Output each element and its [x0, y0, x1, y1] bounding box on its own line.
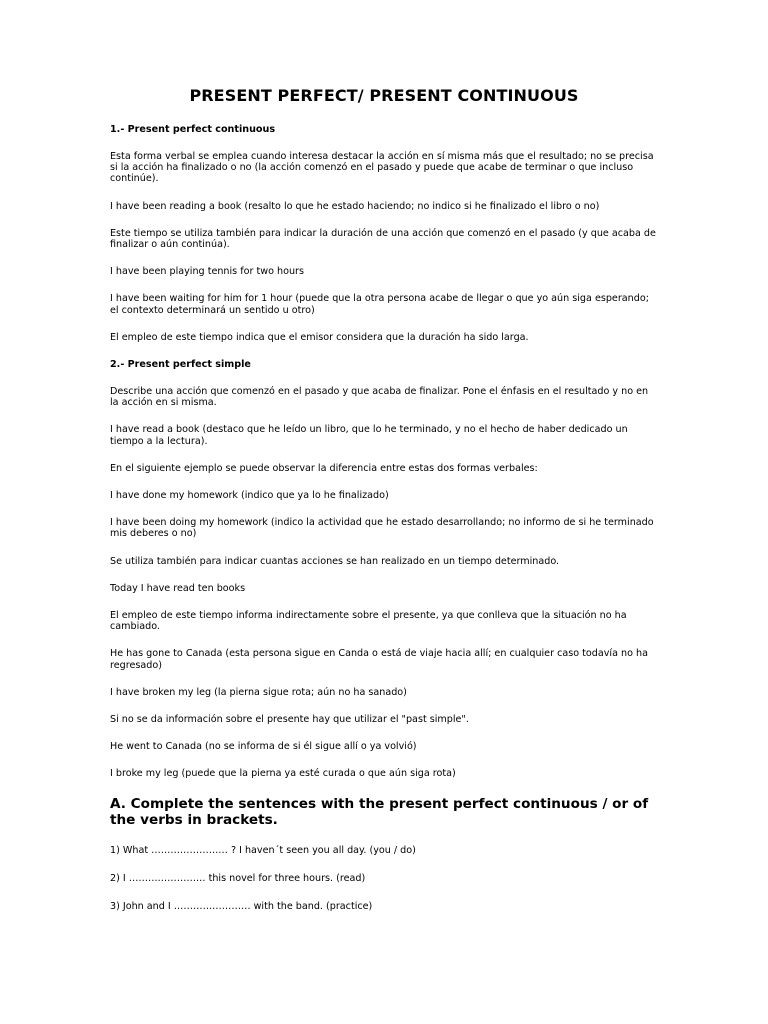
example-sentence: I have done my homework (indico que ya lo he finalizado)	[110, 490, 389, 502]
example-sentence: I have read a book (destaco que he leído un libro, que lo he terminado, y no el hecho de haber dedicado un tiempo a la lectura).	[110, 424, 628, 447]
example-sentence: I have been doing my homework (indico la actividad que he estado desarrollando; no informo de si he terminado mis deberes o no)	[110, 517, 654, 540]
page-title: PRESENT PERFECT/ PRESENT CONTINUOUS	[189, 86, 579, 105]
paragraph: Esta forma verbal se emplea cuando interesa destacar la acción en sí misma más que el resultado; no se precisa si la acción ha finalizado o no (la acción comenzó en el pasado y puede que acabe de terminar o que incluso continúe).	[110, 151, 654, 185]
exercise-item: 1) What …………………… ? I haven´t seen you all day. (you / do)	[110, 844, 416, 856]
paragraph: Este tiempo se utiliza también para indicar la duración de una acción que comenzó en el pasado (y que acaba de finalizar o aún continúa).	[110, 227, 656, 251]
paragraph: El empleo de este tiempo informa indirectamente sobre el presente, ya que conlleva que la situación no ha cambiado.	[110, 610, 627, 633]
section-heading-present-perfect-continuous: 1.- Present perfect continuous	[110, 124, 276, 135]
paragraph: En el siguiente ejemplo se puede observar la diferencia entre estas dos formas verbales:	[110, 462, 538, 474]
example-sentence: He has gone to Canada (esta persona sigue en Canda o está de viaje hacia allí; en cualquier caso todavía no ha regresado)	[110, 648, 648, 671]
example-sentence: I have broken my leg (la pierna sigue rota; aún no ha sanado)	[110, 686, 407, 698]
exercise-title: A. Complete the sentences with the present perfect continuous / or of the verbs in brackets.	[110, 795, 649, 828]
example-sentence: I have been waiting for him for 1 hour (puede que la otra persona acabe de llegar o que yo aún siga esperando; el contexto determinará un sentido u otro)	[110, 293, 649, 316]
exercise-item: 3) John and I …………………… with the band. (practice)	[110, 900, 373, 912]
example-sentence: I have been playing tennis for two hours	[110, 266, 304, 278]
example-sentence: I have been reading a book (resalto lo que he estado haciendo; no indico si he finalizado el libro o no)	[110, 200, 600, 212]
paragraph: Se utiliza también para indicar cuantas acciones se han realizado en un tiempo determinado.	[110, 555, 560, 567]
example-sentence: Today I have read ten books	[110, 582, 246, 594]
example-sentence: I broke my leg (puede que la pierna ya esté curada o que aún siga rota)	[110, 768, 456, 780]
example-sentence: He went to Canada (no se informa de si él sigue allí o ya volvió)	[110, 741, 417, 753]
paragraph: El empleo de este tiempo indica que el emisor considera que la duración ha sido larga.	[110, 331, 529, 343]
document-page	[110, 86, 658, 929]
section-heading-present-perfect-simple: 2.- Present perfect simple	[110, 359, 251, 371]
paragraph: Describe una acción que comenzó en el pasado y que acaba de finalizar. Pone el énfasis en el resultado y no en la acción en si misma.	[110, 386, 649, 409]
exercise-item: 2) I …………………… this novel for three hours. (read)	[110, 872, 366, 884]
paragraph: Si no se da información sobre el presente hay que utilizar el "past simple".	[110, 714, 469, 726]
